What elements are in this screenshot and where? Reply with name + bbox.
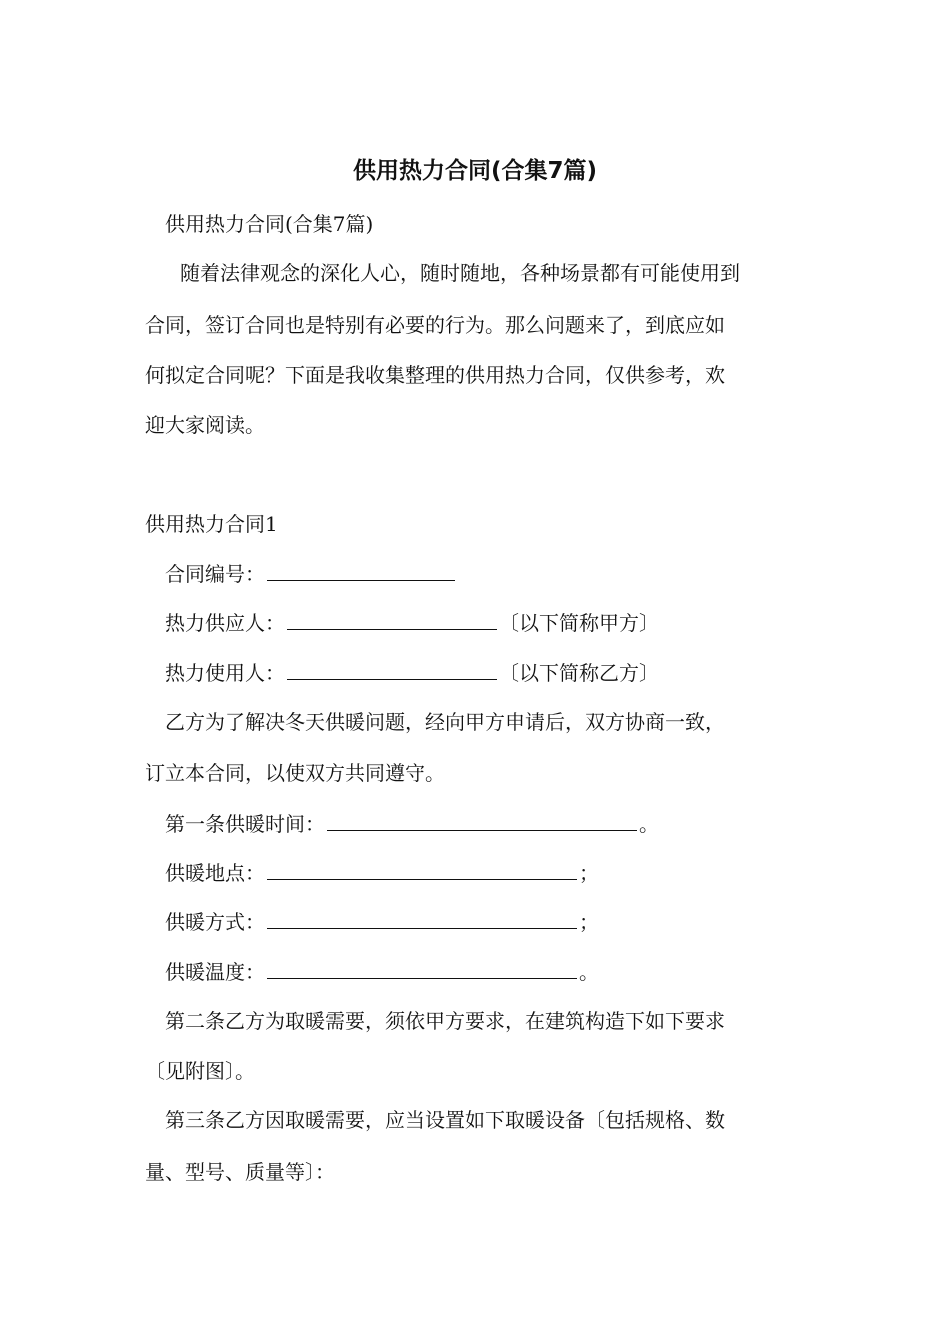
heating-method-blank <box>267 908 577 929</box>
heating-method-end: ； <box>579 910 599 934</box>
supplier-row <box>165 609 659 636</box>
heating-location-end: ； <box>579 861 599 885</box>
heating-location-label: 供暖地点： <box>165 861 265 885</box>
intro-line-1: 随着法律观念的深化人心，随时随地，各种场景都有可能使用到 <box>180 261 740 285</box>
intro-line-4: 迎大家阅读。 <box>145 413 265 437</box>
contract-number-row <box>165 560 457 587</box>
contract-number-blank <box>267 560 455 581</box>
heating-temperature-row <box>165 958 599 985</box>
article1-time-end: 。 <box>639 812 659 836</box>
heating-temperature-label: 供暖温度： <box>165 960 265 984</box>
purpose-line-1: 乙方为了解决冬天供暖问题，经向甲方申请后，双方协商一致， <box>165 710 725 734</box>
article2-line-2: 〔见附图〕。 <box>145 1059 255 1083</box>
article1-time-blank <box>327 810 637 831</box>
supplier-label: 热力供应人： <box>165 611 285 635</box>
user-label: 热力使用人： <box>165 661 285 685</box>
heating-temperature-end: 。 <box>579 960 599 984</box>
heating-method-label: 供暖方式： <box>165 910 265 934</box>
contract-number-label: 合同编号： <box>165 562 265 586</box>
intro-line-3: 何拟定合同呢？下面是我收集整理的供用热力合同，仅供参考，欢 <box>145 363 725 387</box>
article3-line-1: 第三条乙方因取暖需要，应当设置如下取暖设备〔包括规格、数 <box>165 1108 725 1132</box>
article1-time-row <box>165 810 659 837</box>
article1-time-label: 第一条供暖时间： <box>165 812 325 836</box>
user-row <box>165 659 659 686</box>
section-heading: 供用热力合同1 <box>145 512 278 536</box>
supplier-blank <box>287 609 497 630</box>
heating-temperature-blank <box>267 958 577 979</box>
heating-location-blank <box>267 859 577 880</box>
article3-line-2: 量、型号、质量等〕： <box>145 1160 335 1184</box>
user-blank <box>287 659 497 680</box>
intro-line-2: 合同，签订合同也是特别有必要的行为。那么问题来了，到底应如 <box>145 313 725 337</box>
user-note: 〔以下简称乙方〕 <box>499 661 659 685</box>
heating-location-row <box>165 859 599 886</box>
purpose-line-2: 订立本合同，以使双方共同遵守。 <box>145 761 445 785</box>
article2-line-1: 第二条乙方为取暖需要，须依甲方要求，在建筑构造下如下要求 <box>165 1009 725 1033</box>
document-title: 供用热力合同(合集7篇) <box>352 158 598 184</box>
heating-method-row <box>165 908 599 935</box>
document-subtitle: 供用热力合同(合集7篇) <box>165 212 374 236</box>
supplier-note: 〔以下简称甲方〕 <box>499 611 659 635</box>
